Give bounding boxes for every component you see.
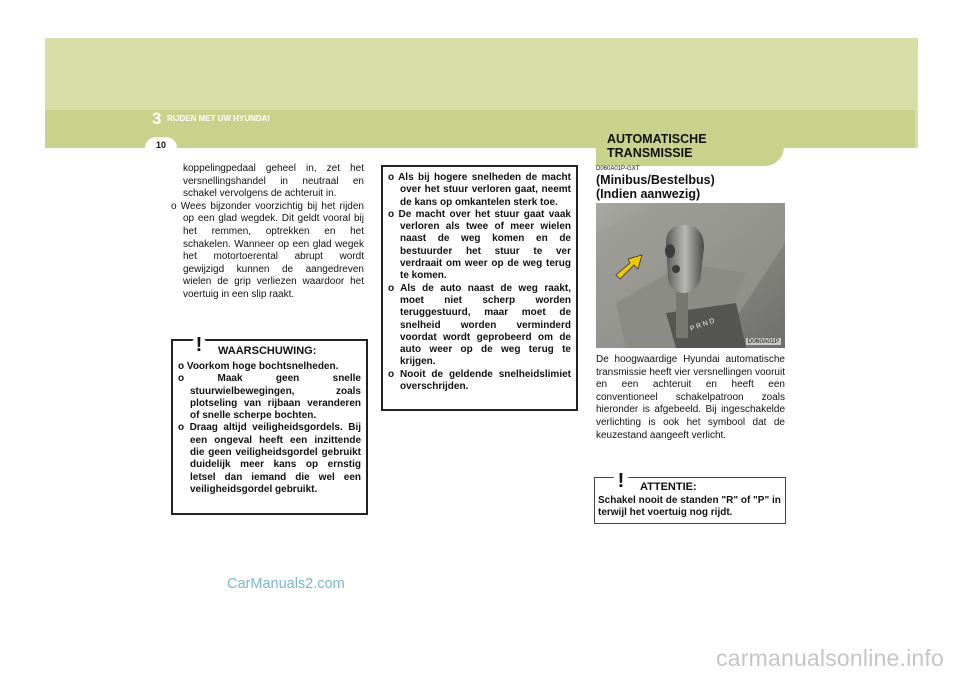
attention-title: ATTENTIE:	[640, 481, 697, 493]
center-watermark[interactable]: CarManuals2.com	[227, 576, 345, 592]
attention-text: Schakel nooit de standen "R" of "P" in terwijl het voertuig nog rijdt.	[598, 495, 781, 519]
section-title: AUTOMATISCHE TRANSMISSIE	[607, 132, 707, 160]
safety-item: o De macht over het stuur gaat vaak verloren als twee of meer wielen naast de weg komen en de bestuurder het stuur te ver verdraait om weer op de weg terug te komen.	[388, 208, 571, 282]
chapter-title: RIJDEN MET UW HYUNDAI	[167, 114, 270, 123]
transmission-description: De hoogwaardige Hyundai automatische transmissie heeft vier versnellingen vooruit en een achteruit en heeft een conventioneel schakelpatroon zoals hieronder is afgebeeld. Bij ingeschakelde verlichting is ook het symbool dat de keuzestand aangeeft verlicht.	[596, 354, 785, 441]
gear-shift-photo	[596, 203, 785, 348]
gear-shift-illustration	[596, 203, 785, 348]
warning-item: o Voorkom hoge bochtsnelheden.	[178, 361, 339, 372]
photo-code: D060A01P	[747, 338, 779, 345]
warning-icon-glyph: !	[195, 334, 203, 353]
safety-box	[381, 165, 578, 411]
warning-icon	[182, 331, 216, 353]
warning-list	[178, 361, 361, 496]
attention-icon	[604, 467, 638, 489]
svg-text:P R N D: P R N D	[689, 317, 716, 333]
slippery-road-bullet: o Wees bijzonder voorzichtig bij het rijden op een glad wegdek. Dit geldt vooral bij het remmen, optrekken en het schakelen. Wanneer op een glad wegek het motortoerental abrupt wordt gewijzigd kunnen de aangedreven wielen de grip verliezen waardoor het voertuig in een slip raakt.	[171, 200, 364, 300]
section-subtitle: (Minibus/Bestelbus) (Indien aanwezig)	[596, 173, 715, 201]
footer-watermark[interactable]: carmanualsonline.info	[716, 645, 944, 671]
warning-box	[171, 339, 368, 515]
warning-item: o Maak geen snelle stuurwielbewegingen, zoals plotseling van rijbaan veranderen of snelle scherpe bochten.	[178, 373, 361, 422]
attention-icon-glyph: !	[617, 470, 625, 489]
safety-item: o Als bij hogere snelheden de macht over het stuur verloren gaat, neemt de kans op omkantelen sterk toe.	[388, 172, 571, 208]
section-code: D060A01P-GXT	[596, 166, 640, 172]
safety-item: o Als de auto naast de weg raakt, moet niet scherp worden teruggestuurd, maar moet de snelheid worden verminderd voordat wordt geprobeerd om de auto weer op de weg terug te krijgen.	[388, 282, 571, 368]
safety-item: o Nooit de geldende snelheidslimiet overschrijden.	[388, 368, 571, 393]
chapter-number: 3	[152, 109, 162, 128]
left-column	[171, 163, 364, 302]
warning-item: o Draag altijd veiligheidsgordels. Bij een ongeval heeft een inzittende die geen veiligheidsgordel gebruikt duidelijk meer kans op ernstig letsel dan iemand die wel een veiligheidsgordel gebruikt.	[178, 422, 361, 495]
warning-title: WAARSCHUWING:	[218, 345, 317, 357]
page-number: 10	[145, 137, 177, 159]
intro-paragraph: koppelingpedaal geheel in, zet het versnellingshandel in neutraal en schakel vervolgens de achteruit in.	[183, 163, 364, 200]
